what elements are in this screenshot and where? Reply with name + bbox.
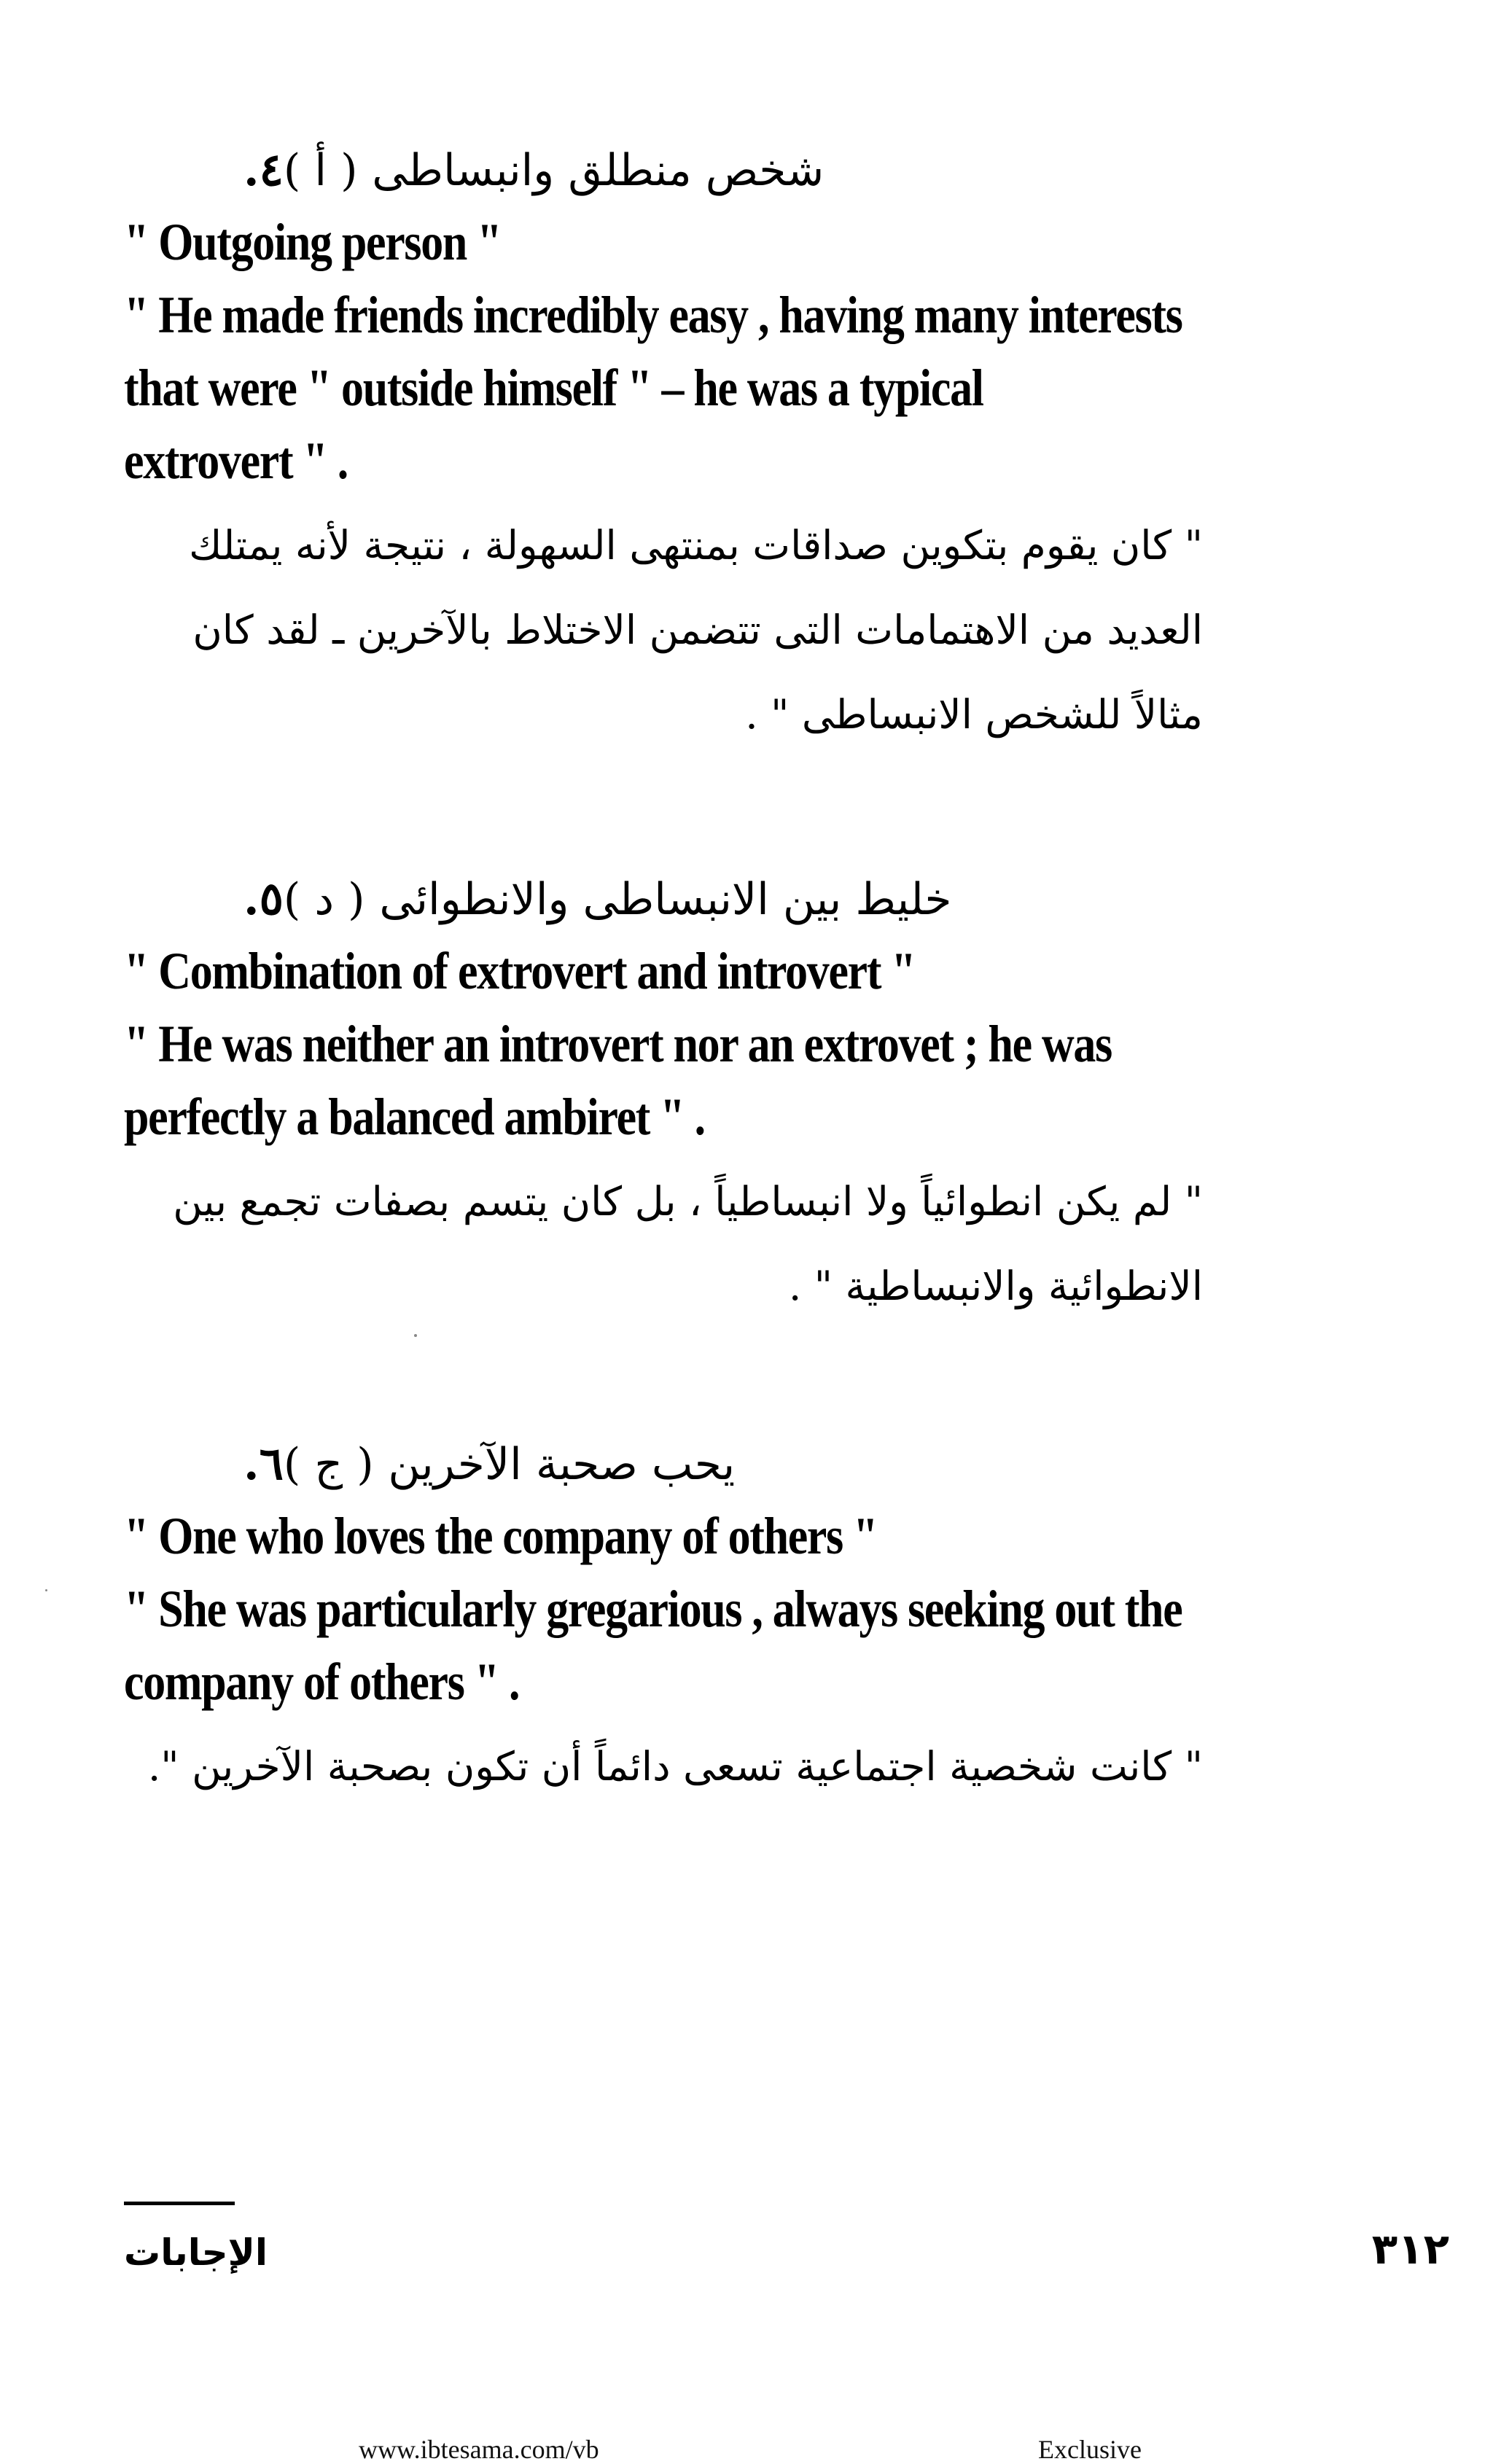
entry-arabic-title: يحب صحبة الآخرين [388,1439,736,1490]
entry-arabic-title: خليط بين الانبساطى والانطوائى [379,874,952,925]
entry-number: ٥. [243,872,284,925]
english-sentence-line: " She was particularly gregarious , always seeking out the [124,1580,1182,1638]
footer-section-name: الإجابات [124,2231,268,2274]
english-sentence-line: " He was neither an introvert nor an extrovet ; he was [124,1015,1112,1073]
entry-arabic-title: شخص منطلق وانبساطى [372,145,825,196]
entry-heading [219,864,1261,935]
footer-rule [124,2202,235,2205]
entry-option: ( ج ) [283,1439,374,1490]
entry-option: ( د ) [283,874,365,925]
entry-number: ٤. [243,143,284,196]
scan-speck [45,1589,47,1591]
arabic-translation-line: العديد من الاهتمامات التى تتضمن الاختلاط بالآخرين ـ لقد كان [192,607,1203,653]
english-sentence-line: that were " outside himself " – he was a typical [124,359,983,417]
english-sentence-line: company of others " . [124,1653,520,1711]
arabic-translation-line: " كان يقوم بتكوين صداقات بمنتهى السهولة ، نتيجة لأنه يمتلك [189,522,1203,569]
entry-english-title: " Outgoing person " [124,213,502,271]
arabic-translation-line: " لم يكن انطوائياً ولا انبساطياً ، بل كان يتسم بصفات تجمع بين [173,1178,1203,1225]
arabic-translation-line: الانطوائية والانبساطية " . [788,1263,1203,1309]
entry-heading [219,1429,1261,1500]
english-sentence-line: perfectly a balanced ambiret " . [124,1088,705,1146]
page-number: ٣١٢ [1371,2224,1449,2274]
answer-entry-4 [124,135,1261,760]
watermark-label: Exclusive [1038,2435,1142,2464]
english-sentence-line: " He made friends incredibly easy , having many interests [124,286,1182,344]
entry-english-title: " Combination of extrovert and introvert " [124,942,916,1000]
entry-option: ( أ ) [283,145,358,196]
entry-number: ٦. [243,1437,284,1490]
answer-entry-6 [124,1429,1261,1812]
arabic-translation-line: " كانت شخصية اجتماعية تسعى دائماً أن تكون بصحبة الآخرين ". [147,1743,1203,1790]
english-sentence-line: extrovert " . [124,432,348,490]
scan-speck [414,1334,417,1337]
watermark-url: www.ibtesama.com/vb [359,2435,599,2464]
entry-english-title: " One who loves the company of others " [124,1507,878,1565]
arabic-translation-line: مثالاً للشخص الانبساطى " . [745,691,1203,738]
answer-entry-5 [124,864,1261,1331]
entry-heading [219,135,1261,206]
